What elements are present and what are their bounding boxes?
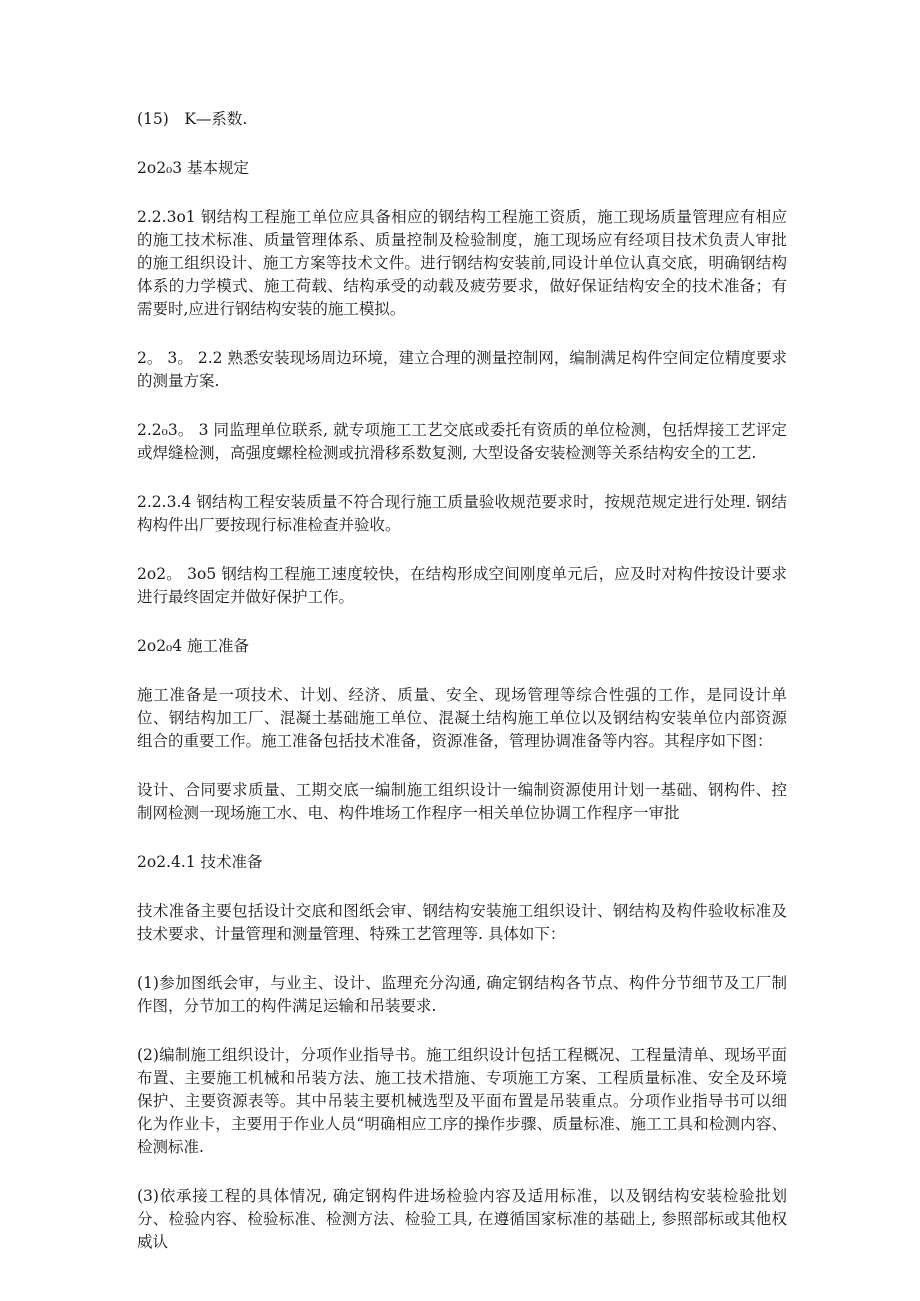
clause-2-2-3-4: 2.2.3.4 钢结构工程安装质量不符合现行施工质量验收规范要求时，按规范规定进行处理. 钢结构构件出厂要按现行标准检查并验收。 xyxy=(137,493,787,534)
paragraph-technical-prep-overview: 技术准备主要包括设计交底和图纸会审、钢结构安装施工组织设计、钢结构及构件验收标准及技术要求、计量管理和测量管理、特殊工艺管理等. 具体如下： xyxy=(137,902,787,943)
clause-2-2-3-3: 2.2₀3。 3 同监理单位联系, 就专项施工工艺交底或委托有资质的单位检测，包括焊接工艺评定或焊缝检测，高强度螺栓检测或抗滑移系数复测, 大型设备安装检测等关系结构安全的工艺. xyxy=(137,421,787,462)
document-page xyxy=(137,108,787,1278)
paragraph-procedure-flow: 设计、合同要求质量、工期交底一编制施工组织设计一编制资源使用计划一基础、钢构件、控制网检测一现场施工水、电、构件堆场工作程序一相关单位协调工作程序一审批 xyxy=(137,781,787,822)
list-item-coefficient-k: (15) K—系数. xyxy=(137,110,248,128)
paragraph-prep-overview: 施工准备是一项技术、计划、经济、质量、安全、现场管理等综合性强的工作，是同设计单位、钢结构加工厂、混凝土基础施工单位、混凝土结构施工单位以及钢结构安装单位内部资源组合的重要工作。施工准备包括技术准备，资源准备，管理协调准备等内容。其程序如下图： xyxy=(137,686,787,750)
clause-2-2-3-1: 2.2.3o1 钢结构工程施工单位应具备相应的钢结构工程施工资质，施工现场质量管理应有相应的施工技术标准、质量管理体系、质量控制及检验制度，施工现场应有经项目技术负责人审批的施工组织设计、施工方案等技术文件。进行钢结构安装前,同设计单位认真交底，明确钢结构体系的力学模式、施工荷载、结构承受的动载及疲劳要求，做好保证结构安全的技术准备；有需要时,应进行钢结构安装的施工模拟。 xyxy=(137,208,787,318)
clause-2-2-3-5: 2o2。 3o5 钢结构工程施工速度较快，在结构形成空间刚度单元后，应及时对构件按设计要求进行最终固定并做好保护工作。 xyxy=(137,565,787,606)
section-heading-construction-prep: 2o2₀4 施工准备 xyxy=(137,637,250,655)
list-item-2: (2)编制施工组织设计，分项作业指导书。施工组织设计包括工程概况、工程量清单、现场平面布置、主要施工机械和吊装方法、施工技术措施、专项施工方案、工程质量标准、安全及环境保护、主要资源表等。其中吊装主要机械选型及平面布置是吊装重点。分项作业指导书可以细化为作业卡，主要用于作业人员“明确相应工序的操作步骤、质量标准、施工工具和检测内容、检测标准. xyxy=(137,1046,787,1156)
clause-2-3-2-2: 2。 3。 2.2 熟悉安装现场周边环境，建立合理的测量控制网，编制满足构件空间定位精度要求的测量方案. xyxy=(137,349,787,390)
section-heading-technical-prep: 2o2.4.1 技术准备 xyxy=(137,853,263,871)
section-heading-basic-rules: 2o2₀3 基本规定 xyxy=(137,159,250,177)
list-item-1: (1)参加图纸会审，与业主、设计、监理充分沟通, 确定钢结构各节点、构件分节细节及工厂制作图，分节加工的构件满足运输和吊装要求. xyxy=(137,974,787,1015)
list-item-3: (3)依承接工程的具体情况, 确定钢构件进场检验内容及适用标准，以及钢结构安装检验批划分、检验内容、检验标准、检测方法、检验工具, 在遵循国家标准的基础上, 参照部标或其他权威认 xyxy=(137,1187,787,1251)
